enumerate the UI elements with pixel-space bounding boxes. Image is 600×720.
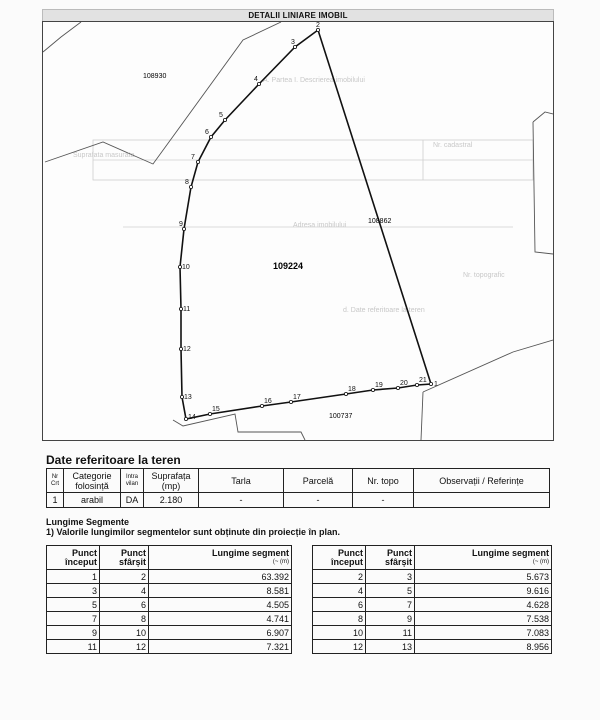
table-cell: 6 (100, 598, 149, 612)
boundary-point-label: 1 (434, 381, 438, 388)
map-title: DETALII LINIARE IMOBIL (42, 9, 554, 22)
boundary-point-label: 10 (182, 264, 190, 271)
table-cell: 13 (366, 640, 415, 654)
boundary-point-label: 19 (375, 382, 383, 389)
table-cell: 12 (313, 640, 366, 654)
table-cell: 6.907 (149, 626, 292, 640)
column-header (149, 546, 292, 570)
column-header (415, 546, 552, 570)
table-cell: 2 (100, 570, 149, 584)
boundary-point-label: 13 (184, 394, 192, 401)
column-header: Punct început (47, 546, 100, 570)
column-header: Tarla (199, 469, 284, 493)
segments-title-block (46, 517, 340, 537)
table-cell: 7 (47, 612, 100, 626)
segments-table-left (46, 545, 292, 654)
table-row (313, 584, 552, 598)
column-header-label: Lungime segment (211, 547, 289, 558)
boundary-point-label: 9 (179, 221, 183, 228)
boundary-point-label: 16 (264, 398, 272, 405)
table-cell: 63.392 (149, 570, 292, 584)
column-header: Nr Crt (47, 469, 64, 493)
boundary-point-label: 4 (254, 76, 258, 83)
table-cell: 2 (313, 570, 366, 584)
land-section-title: Date referitoare la teren (46, 453, 181, 467)
bleed-text: Nr. cadastral (433, 142, 473, 149)
table-cell: 8 (100, 612, 149, 626)
boundary-point-label: 6 (205, 129, 209, 136)
parcel-map (42, 21, 554, 441)
table-row (47, 493, 550, 508)
bleed-text: Adresa imobilului (293, 222, 347, 229)
boundary-point-marker (209, 135, 212, 138)
table-row (47, 626, 292, 640)
table-cell: 10 (100, 626, 149, 640)
boundary-point-label: 2 (316, 22, 320, 29)
parcel-plan-drawing (43, 22, 553, 440)
table-cell: 7 (366, 598, 415, 612)
table-cell: 9 (366, 612, 415, 626)
boundary-point-marker (429, 382, 432, 385)
column-header: Parcelă (284, 469, 353, 493)
column-header: Intra vilan (121, 469, 144, 493)
table-cell: 8 (313, 612, 366, 626)
boundary-point-label: 12 (183, 346, 191, 353)
bleed-text: Nr. topografic (463, 272, 505, 279)
table-cell: - (199, 493, 284, 508)
table-cell: 4.628 (415, 598, 552, 612)
unit-label: (~ (m) (532, 558, 549, 565)
table-row (313, 598, 552, 612)
parcel-number-main: 109224 (273, 261, 304, 271)
table-cell: 9.616 (415, 584, 552, 598)
table-cell: 7.083 (415, 626, 552, 640)
table-row (313, 612, 552, 626)
column-header: Suprafața (mp) (144, 469, 199, 493)
boundary-point-label: 17 (293, 394, 301, 401)
boundary-point-label: 20 (400, 380, 408, 387)
boundary-point-marker (189, 185, 192, 188)
column-header: Nr. topo (353, 469, 414, 493)
table-cell: 8.581 (149, 584, 292, 598)
table-cell: 7.538 (415, 612, 552, 626)
column-header: Punct sfârșit (100, 546, 149, 570)
segments-table-right (312, 545, 552, 654)
table-row (47, 570, 292, 584)
table-cell: arabil (64, 493, 121, 508)
boundary-point-label: 14 (188, 414, 196, 421)
boundary-point-label: 7 (191, 154, 195, 161)
boundary-point-label: 8 (185, 179, 189, 186)
table-cell: 1 (47, 493, 64, 508)
bleed-text: Suprafata masurata (73, 152, 135, 159)
unit-label: (~ (m) (272, 558, 289, 565)
bleed-text: A. Partea I. Descrierea imobilului (263, 77, 365, 84)
table-row (47, 612, 292, 626)
table-cell: 5 (366, 584, 415, 598)
table-cell: DA (121, 493, 144, 508)
table-cell: - (353, 493, 414, 508)
table-cell: 7.321 (149, 640, 292, 654)
table-cell: 1 (47, 570, 100, 584)
column-header-label: Lungime segment (471, 547, 549, 558)
boundary-point-label: 18 (348, 386, 356, 393)
table-cell: 4 (313, 584, 366, 598)
table-cell: 3 (47, 584, 100, 598)
segments-title: Lungime Segmente (46, 517, 130, 527)
boundary-point-label: 21 (419, 377, 427, 384)
table-cell: 3 (366, 570, 415, 584)
table-cell: 11 (366, 626, 415, 640)
boundary-point-label: 3 (291, 39, 295, 46)
boundary-point-label: 15 (212, 406, 220, 413)
table-cell: 12 (100, 640, 149, 654)
table-cell: - (284, 493, 353, 508)
table-cell (414, 493, 550, 508)
table-cell: 5 (47, 598, 100, 612)
parcel-number-neighbor: 108862 (368, 218, 392, 225)
table-cell: 8.956 (415, 640, 552, 654)
bleed-text: d. Date referitoare la teren (343, 307, 425, 314)
table-row (313, 640, 552, 654)
boundary-point-marker (196, 160, 199, 163)
column-header: Categorie folosință (64, 469, 121, 493)
boundary-point-marker (223, 118, 226, 121)
parcel-number-neighbor: 108930 (143, 73, 167, 80)
boundary-point-label: 5 (219, 112, 223, 119)
column-header: Punct început (313, 546, 366, 570)
column-header: Punct sfârșit (366, 546, 415, 570)
land-data-table (46, 468, 550, 508)
table-row (47, 640, 292, 654)
table-cell: 4.505 (149, 598, 292, 612)
table-cell: 6 (313, 598, 366, 612)
boundary-point-label: 11 (183, 306, 191, 313)
table-cell: 9 (47, 626, 100, 640)
table-cell: 11 (47, 640, 100, 654)
parcel-number-neighbor: 100737 (329, 413, 353, 420)
table-cell: 10 (313, 626, 366, 640)
table-cell: 4.741 (149, 612, 292, 626)
segments-subtitle: 1) Valorile lungimilor segmentelor sunt obținute din proiecție în plan. (46, 527, 341, 537)
table-row (313, 570, 552, 584)
column-header: Observații / Referințe (414, 469, 550, 493)
table-row (313, 626, 552, 640)
table-row (47, 584, 292, 598)
table-cell: 5.673 (415, 570, 552, 584)
table-cell: 2.180 (144, 493, 199, 508)
table-row (47, 598, 292, 612)
table-cell: 4 (100, 584, 149, 598)
